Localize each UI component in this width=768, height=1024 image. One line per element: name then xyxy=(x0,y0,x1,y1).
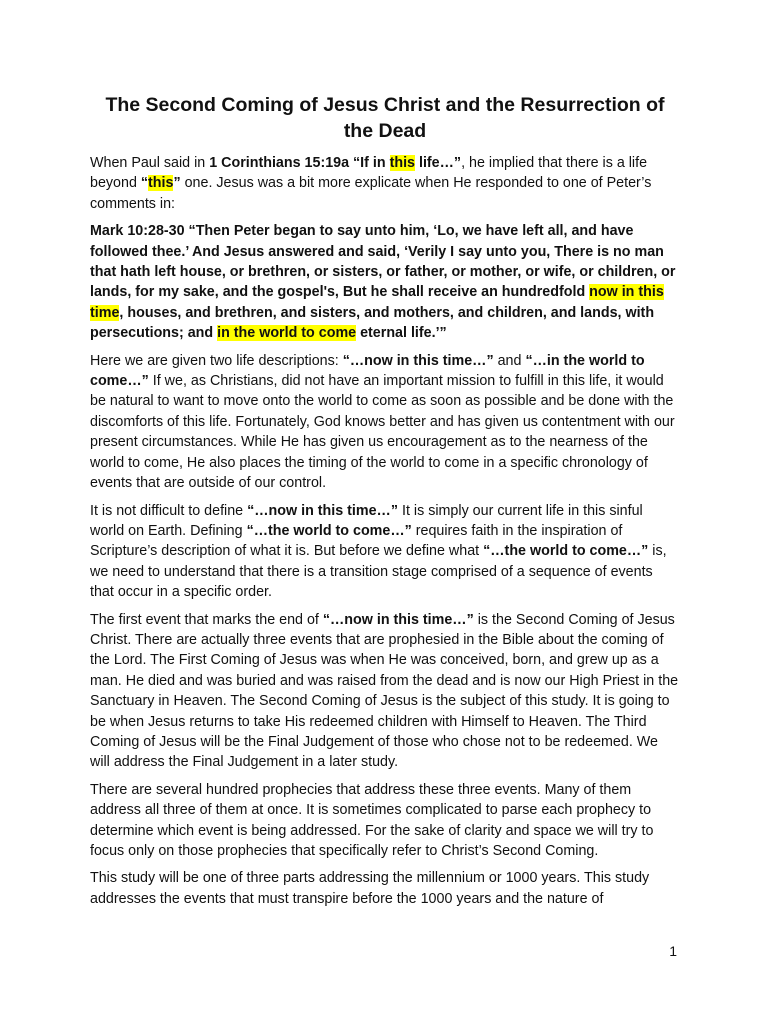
paragraph xyxy=(90,780,680,862)
text-run: If we, as Christians, did not have an important mission to fulfill in this life, it would be natural to want to move onto the world to come as soon as possible and be done with the discomforts of this life. Fortunately, God knows better and has given us contentment with our present circumstances. While He has given us encouragement as to the nearness of the world to come, He also places the timing of the world to come in a specific chronology of events that are outside of our control. xyxy=(90,373,675,492)
bold-text: “…now in this time…” xyxy=(342,352,494,369)
text-run: is, we need to understand that there is a transition stage comprised of a sequence of events that occur in a specific order. xyxy=(90,543,667,601)
bold-text: “…now in this time…” xyxy=(247,502,399,519)
bold-text: eternal life.’” xyxy=(356,325,447,342)
page-number: 1 xyxy=(669,943,677,959)
bold-text: “ xyxy=(140,175,149,192)
paragraph xyxy=(90,868,680,909)
text-run: requires faith in the inspiration of Scripture’s description of what it is. But before we define what xyxy=(90,522,623,560)
bold-text: ” xyxy=(173,175,181,192)
paragraph xyxy=(90,351,680,494)
paragraph xyxy=(90,610,680,773)
text-run: and xyxy=(493,352,526,369)
highlighted-text: this xyxy=(389,155,415,171)
bold-text: Mark 10:28-30 “Then Peter began to say unto him, ‘Lo, we have left all, and have followed thee.’ And Jesus answered and said, ‘Verily I say unto you, There is no man that hath left house, or brethren, or sisters, or father, or mother, or wife, or children, or lands, for my sake, and the gospel's, But he shall receive an hundredfold xyxy=(90,223,676,301)
paragraph-list xyxy=(90,153,680,909)
bold-text: “…now in this time…” xyxy=(322,611,474,628)
bold-text: “…in the world to come…” xyxy=(90,352,645,390)
document-title: The Second Coming of Jesus Christ and the Resurrection of the Dead xyxy=(105,94,665,142)
text-run: When Paul said in xyxy=(90,155,210,171)
document-body xyxy=(90,92,680,916)
paragraph xyxy=(90,153,680,214)
text-run: It is not difficult to define xyxy=(90,502,248,519)
text-run: one. Jesus was a bit more explicate when He responded to one of Peter’s comments in: xyxy=(90,175,652,212)
bold-text: 1 Corinthians 15:19a “If in xyxy=(209,155,390,171)
text-run: It is simply our current life in this sinful world on Earth. Defining xyxy=(90,502,643,539)
bold-text: life…” xyxy=(415,155,462,171)
text-run: The first event that marks the end of xyxy=(90,611,323,628)
text-run: , he implied that there is a life beyond xyxy=(90,155,648,192)
highlighted-text: now in this time xyxy=(90,284,664,321)
paragraph xyxy=(90,501,680,603)
text-run: Here we are given two life descriptions: xyxy=(90,352,343,369)
highlighted-text: this xyxy=(148,175,174,192)
bold-text: “…the world to come…” xyxy=(483,543,649,560)
text-run: There are several hundred prophecies that address these three events. Many of them address all three of them at once. It is sometimes complicated to parse each prophecy to determine which event is being addressed. For the sake of clarity and space we will try to focus only on those prophecies that specifically refer to Christ’s Second Coming. xyxy=(90,781,654,859)
highlighted-text: in the world to come xyxy=(217,325,357,342)
paragraph xyxy=(90,221,680,343)
text-run: is the Second Coming of Jesus Christ. There are actually three events that are prophesied in the Bible about the coming of the Lord. The First Coming of Jesus was when He was conceived, born, and grew up as a man. He died and was buried and was raised from the dead and is now our High Priest in the Sanctuary in Heaven. The Second Coming of Jesus is the subject of this study. It is going to be when Jesus returns to take His redeemed children with Himself to Heaven. The Third Coming of Jesus will be the Final Judgement of those who chose not to be redeemed. We will address the Final Judgement in a later study. xyxy=(90,611,679,771)
text-run: This study will be one of three parts addressing the millennium or 1000 years. This study addresses the events that must transpire before the 1000 years and the nature of xyxy=(90,870,650,907)
bold-text: “…the world to come…” xyxy=(246,522,412,539)
bold-text: , houses, and brethren, and sisters, and mothers, and children, and lands, with persecutions; and xyxy=(90,304,655,342)
